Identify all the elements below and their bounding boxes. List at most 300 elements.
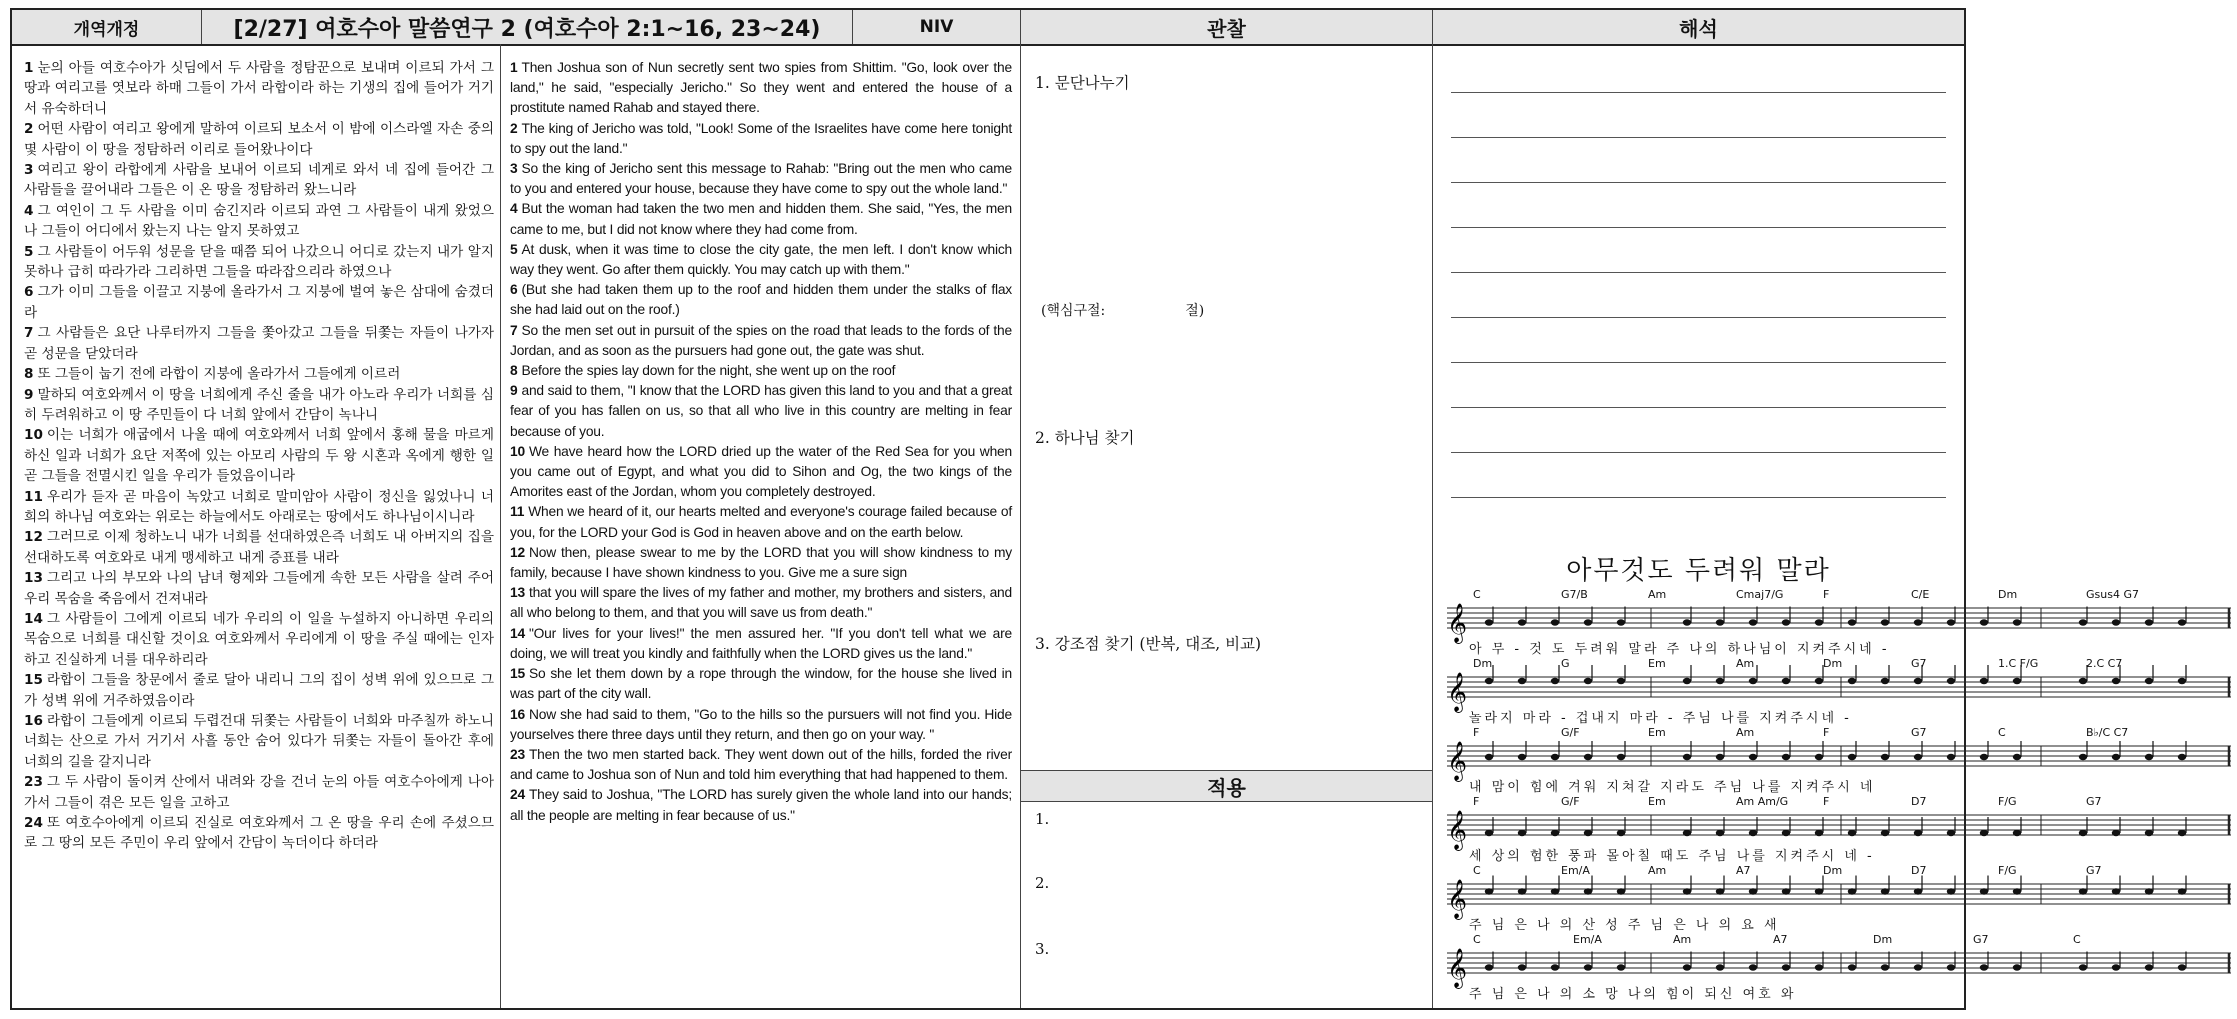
- verse-number: 3: [510, 161, 518, 177]
- writing-line: [1451, 407, 1946, 408]
- observation-item-paragraphs: 1. 문단나누기: [1035, 74, 1130, 92]
- application-item-3: 3.: [1035, 940, 1050, 958]
- music-note: [1980, 619, 1988, 625]
- treble-clef-icon: 𝄞: [1447, 948, 1468, 988]
- chord-symbol: Dm: [1823, 864, 1843, 877]
- music-note: [2178, 754, 2186, 760]
- writing-line: [1451, 317, 1946, 318]
- chord-symbol: Am: [1673, 933, 1692, 946]
- niv-verse: [510, 705, 1012, 745]
- music-note: [1815, 754, 1823, 760]
- chord-symbol: Em/A: [1561, 864, 1590, 877]
- music-note: [1716, 888, 1724, 894]
- music-note: [1485, 678, 1493, 684]
- music-note: [1947, 678, 1955, 684]
- verse-text: Now then, please swear to me by the LORD that you will show kindness to my family, because I have shown kindness to you. Give me a sure sign: [510, 544, 1012, 581]
- music-note: [1914, 964, 1922, 970]
- korean-verse: [24, 425, 494, 486]
- music-note: [2013, 619, 2021, 625]
- music-note: [1518, 888, 1526, 894]
- verse-number: 14: [24, 610, 43, 627]
- chord-symbol: F: [1473, 795, 1480, 808]
- music-note: [1980, 754, 1988, 760]
- verse-text: So the men set out in pursuit of the spies on the road that leads to the fords of the Jordan, and as soon as the pursuers had gone out, the gate was shut.: [510, 322, 1012, 358]
- application-item-2: 2.: [1035, 874, 1050, 892]
- verse-number: 10: [24, 427, 43, 444]
- key-verse-suffix: 절): [1185, 303, 1205, 319]
- chord-symbol: Am: [1648, 588, 1667, 601]
- music-note: [1716, 964, 1724, 970]
- verse-text: So the king of Jericho sent this message to Rahab: "Bring out the men who came to you and entered your house, because they have come to spy out the whole land.": [510, 161, 1012, 197]
- music-note: [1749, 754, 1757, 760]
- music-note: [1551, 678, 1559, 684]
- verse-number: 8: [510, 363, 518, 379]
- music-note: [1518, 678, 1526, 684]
- music-note: [1782, 754, 1790, 760]
- verse-text: 눈의 아들 여호수아가 싯딤에서 두 사람을 정탐꾼으로 보내며 이르되 가서 그 땅과 여리고를 엿보라 하매 그들이 가서 라합이라 하는 기생의 집에 들어가 거기서 유숙하더니: [24, 60, 494, 117]
- chord-symbol: C/E: [1911, 588, 1930, 601]
- verse-text: Before the spies lay down for the night, she went up on the roof: [521, 363, 896, 379]
- verse-text: 그리고 나의 부모와 나의 남녀 형제와 그들에게 속한 모든 사람을 살려 주어 우리 목숨을 죽음에서 건져내라: [24, 570, 494, 607]
- music-note: [2112, 964, 2120, 970]
- study-sheet: [10, 8, 2139, 1010]
- music-note: [1617, 830, 1625, 836]
- music-note: [1947, 619, 1955, 625]
- writing-line: [1451, 362, 1946, 363]
- music-note: [1914, 830, 1922, 836]
- writing-line: [1451, 497, 1946, 498]
- verse-number: 11: [510, 504, 525, 520]
- verse-number: 3: [24, 162, 34, 179]
- verse-number: 1: [510, 60, 518, 75]
- chord-symbol: Dm: [1473, 657, 1493, 670]
- chord-symbol: Dm: [1998, 588, 2018, 601]
- music-note: [1584, 678, 1592, 684]
- chord-symbol: G7/B: [1561, 588, 1588, 601]
- music-note: [2112, 888, 2120, 894]
- verse-number: 7: [510, 322, 518, 338]
- niv-text-column: [501, 44, 1021, 1008]
- chord-symbol: C: [2073, 933, 2081, 946]
- music-row: [1441, 795, 2102, 867]
- korean-verse: [24, 670, 494, 711]
- music-note: [1848, 888, 1856, 894]
- music-note: [1683, 678, 1691, 684]
- music-note: [1947, 888, 1955, 894]
- music-note: [2145, 619, 2153, 625]
- music-note: [1485, 754, 1493, 760]
- music-note: [1947, 964, 1955, 970]
- chord-symbol: Em/A: [1573, 933, 1602, 946]
- music-note: [2112, 619, 2120, 625]
- verse-text: 라합이 그들을 창문에서 줄로 달아 내리니 그의 집이 성벽 위에 있으므로 그가 성벽 위에 거주하였음이라: [24, 672, 494, 709]
- treble-clef-icon: 𝄞: [1447, 879, 1468, 919]
- verse-text: So she let them down by a rope through the window, for the house she lived in was part of the city wall.: [510, 666, 1012, 702]
- verse-text: They said to Joshua, "The LORD has surely given the whole land into our hands; all the people are melting in fear because of us.": [510, 787, 1012, 823]
- verse-number: 16: [24, 713, 43, 729]
- verse-text: (But she had taken them up to the roof and hidden them under the stalks of flax she had laid out on the roof.): [510, 282, 1012, 318]
- verse-text: At dusk, when it was time to close the city gate, the men left. I don't know which way they went. Go after them quickly. You may catch up with them.": [510, 241, 1012, 278]
- music-note: [1683, 619, 1691, 625]
- niv-verse: [510, 442, 1012, 503]
- verse-number: 9: [510, 383, 518, 399]
- chord-symbol: D7: [1911, 864, 1927, 877]
- music-note: [2145, 678, 2153, 684]
- chord-symbol: G7: [1911, 657, 1927, 670]
- verse-number: 4: [510, 201, 518, 217]
- chord-symbol: G/F: [1561, 726, 1580, 739]
- music-note: [1617, 619, 1625, 625]
- verse-number: 4: [24, 202, 34, 219]
- music-note: [1980, 964, 1988, 970]
- music-note: [1914, 678, 1922, 684]
- niv-verse: [510, 502, 1012, 542]
- verse-text: We have heard how the LORD dried up the water of the Red Sea for you when you came out of Egypt, and what you did to Sihon and Og, the two kings of the Amorites east of the Jordan, whom you completely destroyed.: [510, 443, 1012, 500]
- music-note: [2079, 619, 2087, 625]
- observation-column: [1021, 44, 1433, 1008]
- verse-text: 라합이 그들에게 이르되 두렵건대 뒤쫓는 사람들이 너희와 마주칠까 하노니 너희는 산으로 가서 거기서 사흘 동안 숨어 있다가 뒤쫓는 자들이 돌아간 후에 너희의 길을 갈지니라: [24, 713, 494, 770]
- chord-symbol: G7: [2086, 795, 2102, 808]
- korean-verse: [24, 609, 494, 670]
- verse-number: 5: [24, 243, 34, 260]
- music-note: [1617, 754, 1625, 760]
- music-note: [1848, 964, 1856, 970]
- music-note: [1716, 754, 1724, 760]
- niv-verse: [510, 321, 1012, 361]
- music-note: [2145, 888, 2153, 894]
- chord-symbol: C: [1473, 933, 1481, 946]
- chord-symbol: G7: [1973, 933, 1989, 946]
- korean-verse: [24, 568, 494, 609]
- chord-symbol: B♭/C C7: [2086, 726, 2129, 739]
- music-note: [1881, 888, 1889, 894]
- music-note: [1485, 964, 1493, 970]
- music-note: [1749, 830, 1757, 836]
- music-row: [1441, 588, 2139, 660]
- verse-number: 16: [510, 706, 525, 722]
- verse-number: 24: [510, 787, 525, 803]
- music-note: [2112, 754, 2120, 760]
- verse-text: When we heard of it, our hearts melted and everyone's courage failed because of you, for the LORD your God is God in heaven above and on the earth below.: [510, 504, 1012, 540]
- verse-text: 또 여호수아에게 이르되 진실로 여호와께서 그 온 땅을 우리 손에 주셨으므로 그 땅의 모든 주민이 우리 앞에서 간담이 녹더이다 하더라: [24, 815, 494, 852]
- music-note: [1716, 830, 1724, 836]
- verse-text: 그 사람들이 어두워 성문을 닫을 때쯤 되어 나갔으니 어디로 갔는지 내가 알지 못하나 급히 따라가라 그리하면 그들을 따라잡으리라 하였으나: [24, 243, 494, 281]
- verse-number: 13: [510, 585, 525, 601]
- korean-verse: [24, 772, 494, 813]
- music-note: [1749, 964, 1757, 970]
- korean-verse: [24, 711, 494, 772]
- korean-verse: [24, 242, 494, 283]
- music-note: [2178, 964, 2186, 970]
- korean-verse: [24, 201, 494, 242]
- music-row: [1441, 657, 2123, 729]
- chord-symbol: C: [1473, 588, 1481, 601]
- writing-line: [1451, 272, 1946, 273]
- music-note: [1551, 830, 1559, 836]
- music-note: [1485, 888, 1493, 894]
- verse-number: 13: [24, 570, 43, 587]
- chord-symbol: Am Am/G: [1736, 795, 1789, 808]
- korean-verse: [24, 119, 494, 160]
- verse-number: 14: [510, 625, 525, 641]
- writing-line: [1451, 182, 1946, 183]
- music-note: [1485, 619, 1493, 625]
- korean-verse: [24, 282, 494, 323]
- observation-header: 관찰: [1021, 10, 1433, 44]
- application-item-1: 1.: [1035, 810, 1050, 828]
- chord-symbol: G7: [1911, 726, 1927, 739]
- music-note: [2079, 888, 2087, 894]
- music-note: [1947, 830, 1955, 836]
- page-title: [2/27] 여호수아 말씀연구 2 (여호수아 2:1~16, 23~24): [202, 10, 853, 44]
- music-note: [1947, 754, 1955, 760]
- music-note: [2079, 754, 2087, 760]
- music-note: [2079, 964, 2087, 970]
- chord-symbol: 1.C F/G: [1998, 657, 2039, 670]
- music-note: [1683, 888, 1691, 894]
- verse-number: 12: [510, 544, 525, 560]
- music-note: [1551, 754, 1559, 760]
- chord-symbol: Dm: [1873, 933, 1893, 946]
- music-note: [1815, 888, 1823, 894]
- korean-verse: [24, 487, 494, 528]
- song-lyric-line: 주 님 은 나 의 산 성 주 님 은 나 의 요 새: [1469, 918, 1780, 933]
- music-note: [1584, 754, 1592, 760]
- music-note: [2178, 888, 2186, 894]
- music-note: [1782, 678, 1790, 684]
- chord-symbol: Em: [1648, 657, 1666, 670]
- verse-text: 그러므로 이제 청하노니 내가 너희를 선대하였은즉 너희도 내 아버지의 집을 선대하도록 여호와로 내게 맹세하고 내게 증표를 내라: [24, 529, 494, 566]
- verse-text: Now she had said to them, "Go to the hills so the pursuers will not find you. Hide yourselves there three days until they return, and then go on your way. ": [510, 706, 1012, 742]
- verse-number: 1: [24, 60, 34, 76]
- verse-text: 그 여인이 그 두 사람을 이미 숨긴지라 이르되 과연 그 사람들이 내게 왔었으나 그들이 어디에서 왔는지 나는 알지 못하였고: [24, 202, 494, 240]
- music-note: [1914, 754, 1922, 760]
- chord-symbol: D7: [1911, 795, 1927, 808]
- verse-number: 15: [24, 672, 43, 689]
- niv-verse: [510, 240, 1012, 280]
- verse-text: 그가 이미 그들을 이끌고 지붕에 올라가서 그 지붕에 벌여 놓은 삼대에 숨겼더라: [24, 284, 494, 321]
- niv-verse: [510, 624, 1012, 664]
- writing-line: [1451, 227, 1946, 228]
- korean-verse: [24, 813, 494, 854]
- korean-verse: [24, 160, 494, 201]
- verse-text: 또 그들이 눕기 전에 라합이 지붕에 올라가서 그들에게 이르러: [37, 366, 401, 383]
- verse-text: 이는 너희가 애굽에서 나올 때에 여호와께서 너희 앞에서 홍해 물을 마르게 하신 일과 너희가 요단 저쪽에 있는 아모리 사람의 두 왕 시혼과 옥에게 행한 일 곧 그들을 전멸시킨 일을 우리가 들었음이니라: [24, 427, 494, 485]
- niv-label: NIV: [853, 10, 1021, 44]
- music-note: [1782, 619, 1790, 625]
- music-note: [2178, 678, 2186, 684]
- chord-symbol: G: [1561, 657, 1570, 670]
- music-note: [2013, 830, 2021, 836]
- verse-number: 10: [510, 443, 525, 459]
- verse-number: 12: [24, 529, 43, 546]
- niv-verse: [510, 543, 1012, 583]
- music-note: [1881, 678, 1889, 684]
- music-note: [1518, 830, 1526, 836]
- chord-symbol: C: [1473, 864, 1481, 877]
- verse-text: 여리고 왕이 라합에게 사람을 보내어 이르되 네게로 와서 네 집에 들어간 그 사람들을 끌어내라 그들은 이 온 땅을 정탐하러 왔느니라: [24, 162, 494, 199]
- key-verse-field[interactable]: [1041, 300, 1204, 320]
- observation-area: [1021, 44, 1432, 770]
- music-note: [1848, 619, 1856, 625]
- chord-symbol: F/G: [1998, 795, 2017, 808]
- chord-symbol: F/G: [1998, 864, 2017, 877]
- verse-text: 우리가 듣자 곧 마음이 녹았고 너희로 말미암아 사람이 정신을 잃었나니 너희의 하나님 여호와는 위로는 하늘에서도 아래로는 땅에서도 하나님이시니라: [24, 488, 494, 525]
- verse-text: 그 사람들이 그에게 이르되 네가 우리의 이 일을 누설하지 아니하면 우리의 목숨으로 너희를 대신할 것이요 여호와께서 우리에게 이 땅을 주실 때에는 인자하고 진실하게 너를 대우하리라: [24, 610, 494, 668]
- korean-verse: [24, 58, 494, 119]
- niv-verse: [510, 199, 1012, 239]
- music-note: [1980, 888, 1988, 894]
- music-note: [2013, 888, 2021, 894]
- verse-text: 어떤 사람이 여리고 왕에게 말하여 이르되 보소서 이 밤에 이스라엘 자손 중의 몇 사람이 이 땅을 정탐하러 이리로 들어왔나이다: [24, 121, 494, 158]
- chord-symbol: A7: [1773, 933, 1788, 946]
- music-note: [1584, 830, 1592, 836]
- verse-number: 8: [24, 366, 34, 383]
- writing-line: [1451, 137, 1946, 138]
- music-note: [1749, 619, 1757, 625]
- music-note: [2079, 678, 2087, 684]
- verse-number: 15: [510, 666, 525, 682]
- music-note: [1518, 964, 1526, 970]
- writing-line: [1451, 92, 1946, 93]
- niv-verse: [510, 381, 1012, 442]
- verse-number: 9: [24, 386, 34, 403]
- music-note: [1551, 619, 1559, 625]
- korean-verse: [24, 385, 494, 426]
- music-note: [1782, 964, 1790, 970]
- music-note: [1980, 830, 1988, 836]
- music-note: [1749, 888, 1757, 894]
- chord-symbol: Am: [1736, 726, 1755, 739]
- writing-line: [1451, 452, 1946, 453]
- music-note: [1683, 964, 1691, 970]
- music-note: [1914, 888, 1922, 894]
- treble-clef-icon: 𝄞: [1447, 672, 1468, 712]
- music-note: [2178, 830, 2186, 836]
- verse-number: 5: [510, 241, 518, 257]
- music-note: [1584, 619, 1592, 625]
- music-note: [1683, 830, 1691, 836]
- music-note: [1617, 888, 1625, 894]
- music-note: [1848, 754, 1856, 760]
- korean-verse: [24, 323, 494, 364]
- music-note: [1815, 830, 1823, 836]
- header-row: [12, 10, 1964, 46]
- verse-text: But the woman had taken the two men and hidden them. She said, "Yes, the men came to me, but I did not know where they had come from.: [510, 201, 1012, 237]
- music-note: [1881, 964, 1889, 970]
- music-note: [2145, 754, 2153, 760]
- treble-clef-icon: 𝄞: [1447, 741, 1468, 781]
- chord-symbol: G7: [2086, 864, 2102, 877]
- music-note: [2013, 964, 2021, 970]
- niv-verse: [510, 58, 1012, 119]
- korean-verse: [24, 364, 494, 384]
- music-note: [2112, 678, 2120, 684]
- verse-number: 2: [510, 120, 518, 136]
- music-note: [1617, 964, 1625, 970]
- verse-text: and said to them, "I know that the LORD has given this land to you and that a great fear of you has fallen on us, so that all who live in this country are melting in fear because of you.: [510, 383, 1012, 439]
- music-note: [1815, 678, 1823, 684]
- observation-item-find-god: 2. 하나님 찾기: [1035, 429, 1135, 447]
- music-note: [1749, 678, 1757, 684]
- key-verse-label: (핵심구절:: [1041, 303, 1106, 319]
- verse-text: Then Joshua son of Nun secretly sent two spies from Shittim. "Go, look over the land," he said, "especially Jericho." So they went and entered the house of a prostitute named Rahab and stayed there.: [510, 60, 1012, 116]
- chord-symbol: F: [1823, 795, 1830, 808]
- music-row: [1441, 864, 2102, 936]
- verse-number: 6: [510, 282, 518, 298]
- music-note: [2013, 754, 2021, 760]
- chord-symbol: Cmaj7/G: [1736, 588, 1784, 601]
- niv-verse: [510, 745, 1012, 785]
- chord-symbol: Am: [1736, 657, 1755, 670]
- music-note: [1815, 964, 1823, 970]
- song-lyric-line: 놀라지 마라 - 겁내지 마라 - 주님 나를 지켜주시네 -: [1469, 711, 1852, 726]
- verse-number: 24: [24, 815, 43, 832]
- korean-verse: [24, 527, 494, 568]
- music-note: [1914, 619, 1922, 625]
- verse-number: 11: [24, 488, 43, 505]
- chord-symbol: Em: [1648, 726, 1666, 739]
- music-note: [1881, 830, 1889, 836]
- niv-verse: [510, 361, 1012, 381]
- music-note: [1716, 678, 1724, 684]
- verse-text: 말하되 여호와께서 이 땅을 너희에게 주신 줄을 내가 아노라 우리가 너희를 심히 두려워하고 이 땅 주민들이 다 너희 앞에서 간담이 녹나니: [24, 386, 494, 423]
- niv-verse: [510, 785, 1012, 825]
- music-note: [1518, 754, 1526, 760]
- version-label: 개역개정: [12, 10, 202, 44]
- music-note: [1815, 619, 1823, 625]
- music-note: [1518, 619, 1526, 625]
- verse-text: that you will spare the lives of my father and mother, my brothers and sisters, and all who belong to them, and that you will save us from death.": [510, 585, 1012, 621]
- chord-symbol: F: [1823, 588, 1830, 601]
- verse-number: 2: [24, 121, 34, 138]
- music-note: [1881, 754, 1889, 760]
- treble-clef-icon: 𝄞: [1447, 810, 1468, 850]
- chord-symbol: Gsus4 G7: [2086, 588, 2139, 601]
- verse-text: "Our lives for your lives!" the men assured her. "If you don't tell what we are doing, we will treat you kindly and faithfully when the LORD gives us the land.": [510, 625, 1012, 661]
- music-note: [1881, 619, 1889, 625]
- sheet-music: [1441, 550, 2139, 1002]
- verse-text: 그 두 사람이 돌이켜 산에서 내려와 강을 건너 눈의 아들 여호수아에게 나아가서 그들이 겪은 모든 일을 고하고: [24, 774, 494, 811]
- song-lyric-line: 아 무 - 것 도 두려워 말라 주 나의 하나님이 지켜주시네 -: [1469, 642, 1890, 657]
- song-lyric-line: 세 상의 험한 풍파 몰아칠 때도 주님 나를 지켜주시 네 -: [1469, 849, 1875, 864]
- music-note: [2013, 678, 2021, 684]
- song-title: 아무것도 두려워 말라: [1566, 556, 1831, 586]
- music-note: [1584, 964, 1592, 970]
- chord-symbol: Am: [1648, 864, 1667, 877]
- music-row: [1441, 726, 2129, 798]
- verse-number: 6: [24, 284, 34, 301]
- music-note: [1683, 754, 1691, 760]
- chord-symbol: F: [1823, 726, 1830, 739]
- verse-text: The king of Jericho was told, "Look! Some of the Israelites have come here tonight to spy out the land.": [510, 120, 1012, 156]
- music-note: [2145, 964, 2153, 970]
- interpretation-column: [1433, 44, 2139, 1008]
- interpretation-header: 해석: [1679, 16, 1718, 41]
- music-note: [1782, 888, 1790, 894]
- music-note: [1848, 830, 1856, 836]
- music-note: [1980, 678, 1988, 684]
- music-row: [1441, 933, 2081, 1005]
- niv-verse: [510, 664, 1012, 704]
- chord-symbol: 2.C C7: [2086, 657, 2123, 670]
- music-note: [2178, 619, 2186, 625]
- application-header: 적용: [1021, 770, 1432, 802]
- niv-verse: [510, 280, 1012, 320]
- verse-text: 그 사람들은 요단 나루터까지 그들을 쫓아갔고 그들을 뒤쫓는 자들이 나가자 곧 성문을 닫았더라: [24, 325, 494, 362]
- song-lyric-line: 내 맘이 힘에 겨워 지쳐갈 지라도 주님 나를 지켜주시 네: [1469, 780, 1876, 795]
- music-note: [1716, 619, 1724, 625]
